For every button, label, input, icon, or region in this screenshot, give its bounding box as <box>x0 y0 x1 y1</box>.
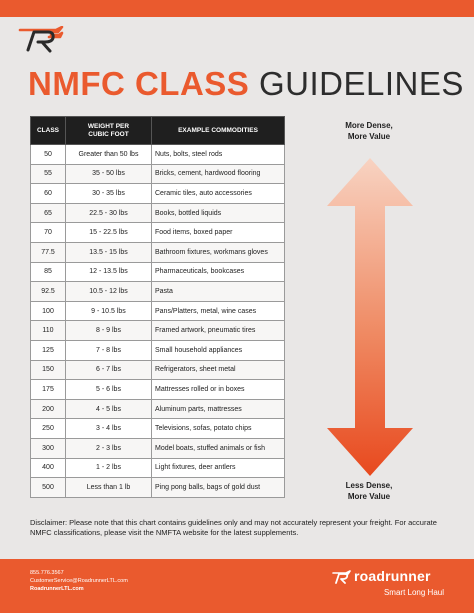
commodities-cell: Bathroom fixtures, workmans gloves <box>152 242 285 262</box>
commodities-cell: Ping pong balls, bags of gold dust <box>152 478 285 498</box>
class-cell: 110 <box>31 321 66 341</box>
weight-cell: 10.5 - 12 lbs <box>66 282 152 302</box>
table-row <box>31 458 285 478</box>
header-commodities: EXAMPLE COMMODITIES <box>152 117 285 145</box>
disclaimer-text: Disclaimer: Please note that this chart contains guidelines only and may not accurately represent your freight. For accurate NMFC classifications, please visit the NMFTA website for the latest supplements. <box>30 518 437 537</box>
class-cell: 100 <box>31 301 66 321</box>
table-row <box>31 340 285 360</box>
commodities-cell: Mattresses rolled or in boxes <box>152 380 285 400</box>
class-cell: 200 <box>31 399 66 419</box>
weight-cell: Less than 1 lb <box>66 478 152 498</box>
commodities-cell: Light fixtures, deer antlers <box>152 458 285 478</box>
commodities-cell: Food items, boxed paper <box>152 223 285 243</box>
roadrunner-logo-icon <box>18 26 76 54</box>
header-class: CLASS <box>31 117 66 145</box>
more-dense-line1: More Dense, <box>345 121 393 130</box>
table-row <box>31 262 285 282</box>
weight-cell: 2 - 3 lbs <box>66 438 152 458</box>
commodities-cell: Framed artwork, pneumatic tires <box>152 321 285 341</box>
table-row <box>31 321 285 341</box>
table-row <box>31 242 285 262</box>
weight-cell: 4 - 5 lbs <box>66 399 152 419</box>
website-link[interactable]: RoadrunnerLTL.com <box>30 586 84 592</box>
commodities-cell: Bricks, cement, hardwood flooring <box>152 164 285 184</box>
top-accent-bar <box>0 0 474 17</box>
class-cell: 65 <box>31 203 66 223</box>
class-cell: 60 <box>31 184 66 204</box>
table-row <box>31 223 285 243</box>
weight-cell: 8 - 9 lbs <box>66 321 152 341</box>
brand-name: roadrunner <box>354 568 431 584</box>
brand-logo <box>332 568 444 604</box>
class-cell: 250 <box>31 419 66 439</box>
class-cell: 85 <box>31 262 66 282</box>
weight-cell: 9 - 10.5 lbs <box>66 301 152 321</box>
weight-cell: 7 - 8 lbs <box>66 340 152 360</box>
weight-cell: Greater than 50 lbs <box>66 145 152 165</box>
weight-cell: 5 - 6 lbs <box>66 380 152 400</box>
table-row <box>31 438 285 458</box>
commodities-cell: Televisions, sofas, potato chips <box>152 419 285 439</box>
nmfc-class-table <box>30 116 285 498</box>
weight-cell: 35 - 50 lbs <box>66 164 152 184</box>
commodities-cell: Refrigerators, sheet metal <box>152 360 285 380</box>
commodities-cell: Small household appliances <box>152 340 285 360</box>
table-header-row <box>31 117 285 145</box>
double-headed-arrow-icon <box>325 158 415 476</box>
table-row <box>31 399 285 419</box>
table-row <box>31 164 285 184</box>
footer-bar <box>0 559 474 613</box>
weight-cell: 15 - 22.5 lbs <box>66 223 152 243</box>
class-cell: 150 <box>31 360 66 380</box>
table-row <box>31 478 285 498</box>
class-cell: 77.5 <box>31 242 66 262</box>
class-cell: 175 <box>31 380 66 400</box>
class-cell: 70 <box>31 223 66 243</box>
weight-cell: 1 - 2 lbs <box>66 458 152 478</box>
commodities-cell: Nuts, bolts, steel rods <box>152 145 285 165</box>
table-row <box>31 360 285 380</box>
email-link[interactable]: CustomerService@RoadrunnerLTL.com <box>30 578 128 584</box>
weight-cell: 3 - 4 lbs <box>66 419 152 439</box>
class-cell: 300 <box>31 438 66 458</box>
table-body <box>31 145 285 498</box>
more-dense-label <box>324 120 414 142</box>
commodities-cell: Model boats, stuffed animals or fish <box>152 438 285 458</box>
weight-cell: 6 - 7 lbs <box>66 360 152 380</box>
class-cell: 500 <box>31 478 66 498</box>
table-row <box>31 145 285 165</box>
roadrunner-bird-icon <box>332 570 354 584</box>
weight-cell: 30 - 35 lbs <box>66 184 152 204</box>
commodities-cell: Aluminum parts, mattresses <box>152 399 285 419</box>
class-cell: 125 <box>31 340 66 360</box>
brand-tagline: Smart Long Haul <box>383 588 444 597</box>
table-row <box>31 184 285 204</box>
commodities-cell: Ceramic tiles, auto accessories <box>152 184 285 204</box>
more-dense-line2: More Value <box>347 132 391 141</box>
table-row <box>31 203 285 223</box>
less-dense-line1: Less Dense, <box>345 481 393 490</box>
commodities-cell: Pans/Platters, metal, wine cases <box>152 301 285 321</box>
less-dense-label <box>324 480 414 502</box>
title-bold: NMFC CLASS <box>28 65 250 102</box>
class-cell: 400 <box>31 458 66 478</box>
class-cell: 92.5 <box>31 282 66 302</box>
commodities-cell: Books, bottled liquids <box>152 203 285 223</box>
weight-cell: 22.5 - 30 lbs <box>66 203 152 223</box>
less-dense-line2: More Value <box>347 492 391 501</box>
commodities-cell: Pharmaceuticals, bookcases <box>152 262 285 282</box>
table-row <box>31 301 285 321</box>
header-weight: WEIGHT PER CUBIC FOOT <box>66 117 152 145</box>
weight-cell: 12 - 13.5 lbs <box>66 262 152 282</box>
weight-cell: 13.5 - 15 lbs <box>66 242 152 262</box>
table-row <box>31 419 285 439</box>
class-cell: 55 <box>31 164 66 184</box>
phone-number[interactable]: 855.776.3567 <box>30 570 64 576</box>
page-title <box>28 64 464 104</box>
title-light: GUIDELINES <box>259 65 464 102</box>
commodities-cell: Pasta <box>152 282 285 302</box>
contact-info <box>30 569 128 593</box>
class-cell: 50 <box>31 145 66 165</box>
table-row <box>31 282 285 302</box>
table-row <box>31 380 285 400</box>
